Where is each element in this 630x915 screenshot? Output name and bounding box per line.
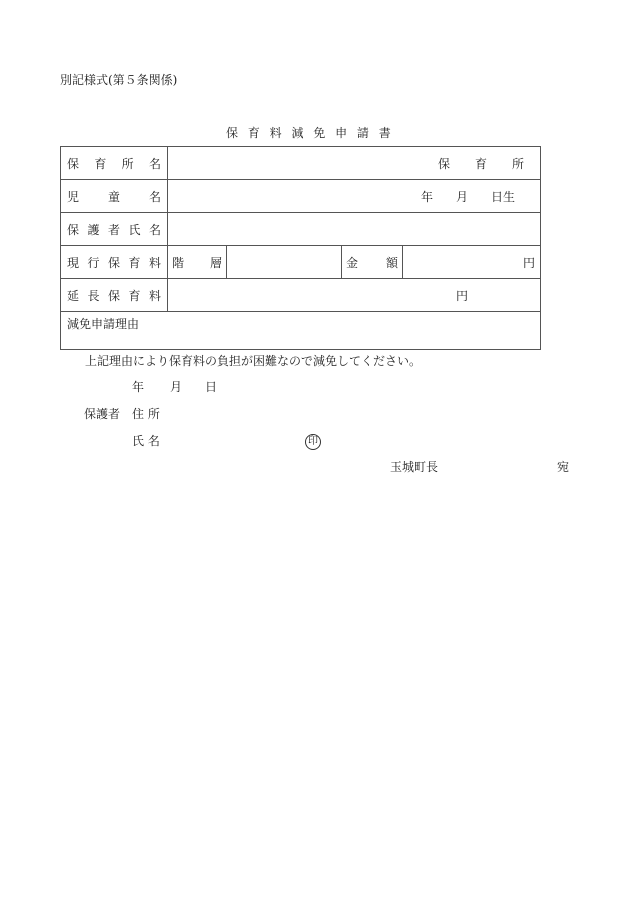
table-row-current-fee [61,246,541,279]
label-char: 育 [94,156,107,171]
label-char: 育 [128,255,141,270]
label-char: 料 [148,288,161,303]
address-label: 住 所 [132,407,160,421]
suffix-char: 育 [474,156,487,171]
table-row-reason [61,312,541,350]
label-char: 童 [107,189,120,204]
application-table [60,146,541,350]
label-char: 児 [67,189,80,204]
seal-icon: 印 [305,434,321,450]
tier-label-char: 階 [172,255,185,270]
name-label: 氏 名 [132,434,160,448]
birth-month-label: 月 [455,189,468,204]
label-char: 護 [87,222,100,237]
table-row-nursery [61,147,541,180]
label-char: 行 [87,255,100,270]
recipient-honorific: 宛 [557,460,570,474]
label-char: 所 [121,156,134,171]
guardian-name-field[interactable] [168,213,541,246]
seal-mark [305,433,321,450]
tier-field[interactable] [227,246,342,279]
label-char: 保 [67,156,80,171]
request-statement: 上記理由により保育料の負担が困難なので減免してください。 [85,354,422,368]
date-month-label: 月 [170,380,183,394]
label-char: 氏 [128,222,141,237]
label-char: 保 [67,222,80,237]
tier-label-char: 層 [209,255,222,270]
table-row-guardian-name [61,213,541,246]
label-char: 育 [128,288,141,303]
current-fee-amount-field[interactable] [403,246,541,279]
table-row-extended-fee [61,279,541,312]
birth-year-label: 年 [421,189,434,204]
reason-field[interactable] [61,312,541,350]
birth-day-label: 日生 [490,189,515,204]
amount-label-char: 額 [385,255,398,270]
date-day-label: 日 [205,380,218,394]
nursery-name-field[interactable] [168,147,541,180]
label-char: 延 [67,288,80,303]
reason-label: 減免申請理由 [67,317,140,331]
recipient-name: 玉城町長 [390,460,439,474]
yen-unit: 円 [522,255,535,270]
suffix-char: 保 [438,156,451,171]
label-char: 保 [107,255,120,270]
label-char: 名 [148,156,161,171]
yen-unit: 円 [456,288,469,303]
label-char: 者 [107,222,120,237]
child-name-field[interactable] [168,180,541,213]
label-char: 名 [148,189,161,204]
label-char: 長 [87,288,100,303]
form-reference-note: 別記様式(第５条関係) [60,73,178,87]
extended-fee-field[interactable] [168,279,541,312]
label-char: 料 [148,255,161,270]
amount-label-char: 金 [346,255,359,270]
document-title: 保 育 料 減 免 申 請 書 [226,126,391,140]
label-char: 名 [148,222,161,237]
label-char: 保 [107,288,120,303]
table-row-child-name [61,180,541,213]
date-year-label: 年 [132,380,145,394]
suffix-char: 所 [511,156,524,171]
label-char: 現 [67,255,80,270]
guardian-label: 保護者 [84,407,121,421]
